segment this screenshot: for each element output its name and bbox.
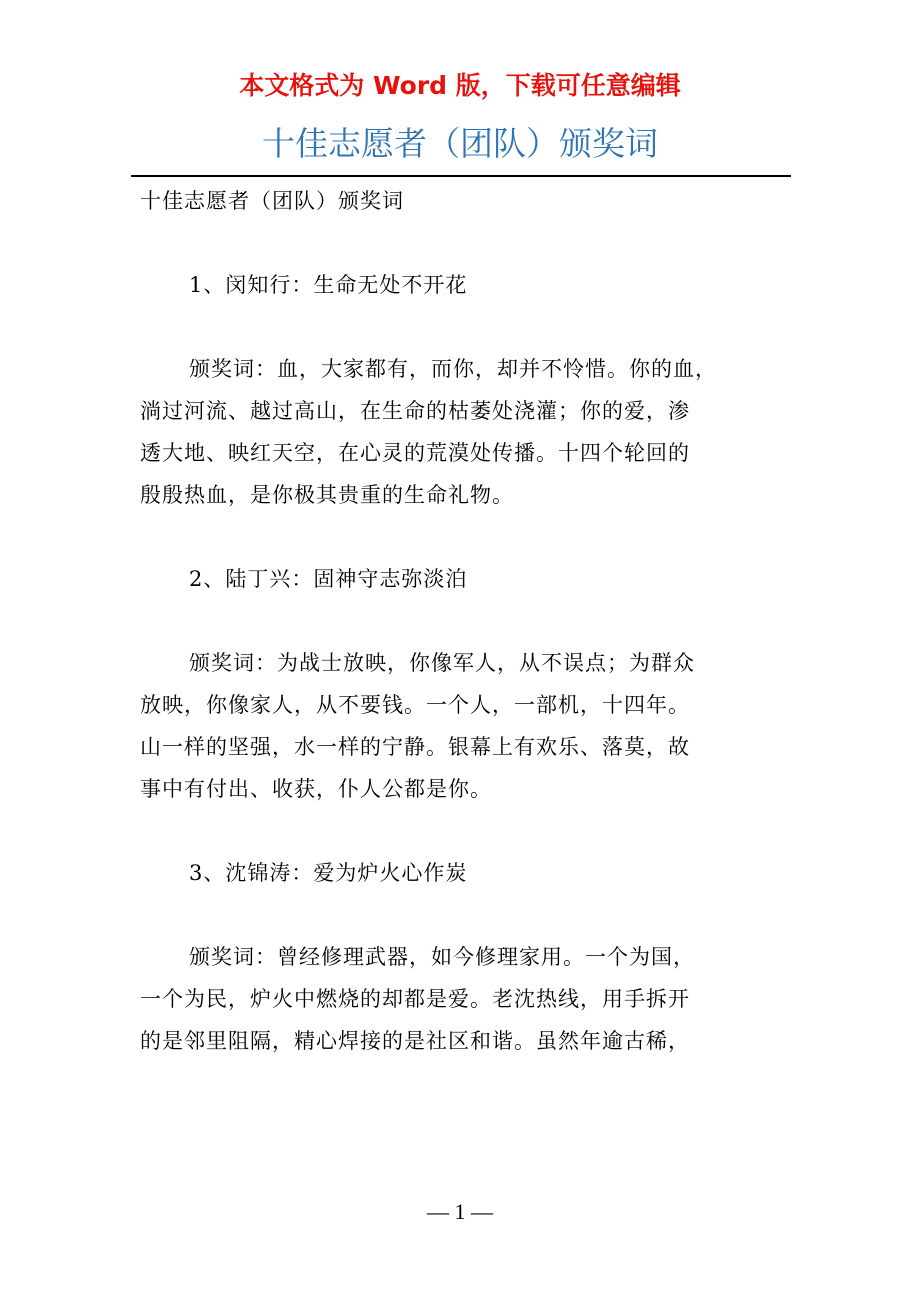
paragraph-gap — [140, 222, 780, 264]
citation-1-line-4: 殷殷热血，是你极其贵重的生命礼物。 — [140, 483, 514, 507]
citation-3-line-1: 颁奖词：曾经修理武器，如今修理家用。一个为国， — [189, 945, 695, 969]
document-body — [140, 180, 780, 1062]
page-number: — 1 — — [427, 1199, 493, 1224]
citation-2-line-3: 山一样的坚强，水一样的宁静。银幕上有欢乐、落莫，故 — [140, 735, 690, 759]
citation-3-line-2: 一个为民，炉火中燃烧的却都是爱。老沈热线，用手拆开 — [140, 987, 690, 1011]
body-heading: 十佳志愿者（团队）颁奖词 — [140, 189, 404, 213]
citation-3-line-3: 的是邻里阻隔，精心焊接的是社区和谐。虽然年逾古稀， — [140, 1029, 690, 1053]
title-divider — [131, 175, 791, 177]
paragraph-gap — [140, 306, 780, 348]
citation-1-line-1: 颁奖词：血，大家都有，而你，却并不怜惜。你的血， — [189, 357, 717, 381]
paragraph-gap — [140, 894, 780, 936]
citation-2-line-4: 事中有付出、收获，仆人公都是你。 — [140, 777, 492, 801]
citation-1-line-3: 透大地、映红天空，在心灵的荒漠处传播。十四个轮回的 — [140, 441, 690, 465]
paragraph-gap — [140, 600, 780, 642]
awardee-heading-2: 2、陆丁兴：固神守志弥淡泊 — [189, 567, 468, 591]
format-notice: 本文格式为 Word 版，下载可任意编辑 — [239, 71, 681, 100]
citation-1-line-2: 淌过河流、越过高山，在生命的枯萎处浇灌；你的爱，渗 — [140, 399, 690, 423]
citation-2-line-1: 颁奖词：为战士放映，你像军人，从不误点；为群众 — [189, 651, 695, 675]
paragraph-gap — [140, 516, 780, 558]
awardee-heading-3: 3、沈锦涛：爱为炉火心作炭 — [189, 861, 468, 885]
document-title: 十佳志愿者（团队）颁奖词 — [262, 124, 658, 163]
awardee-heading-1: 1、闵知行：生命无处不开花 — [189, 273, 468, 297]
paragraph-gap — [140, 810, 780, 852]
citation-2-line-2: 放映，你像家人，从不要钱。一个人，一部机，十四年。 — [140, 693, 690, 717]
